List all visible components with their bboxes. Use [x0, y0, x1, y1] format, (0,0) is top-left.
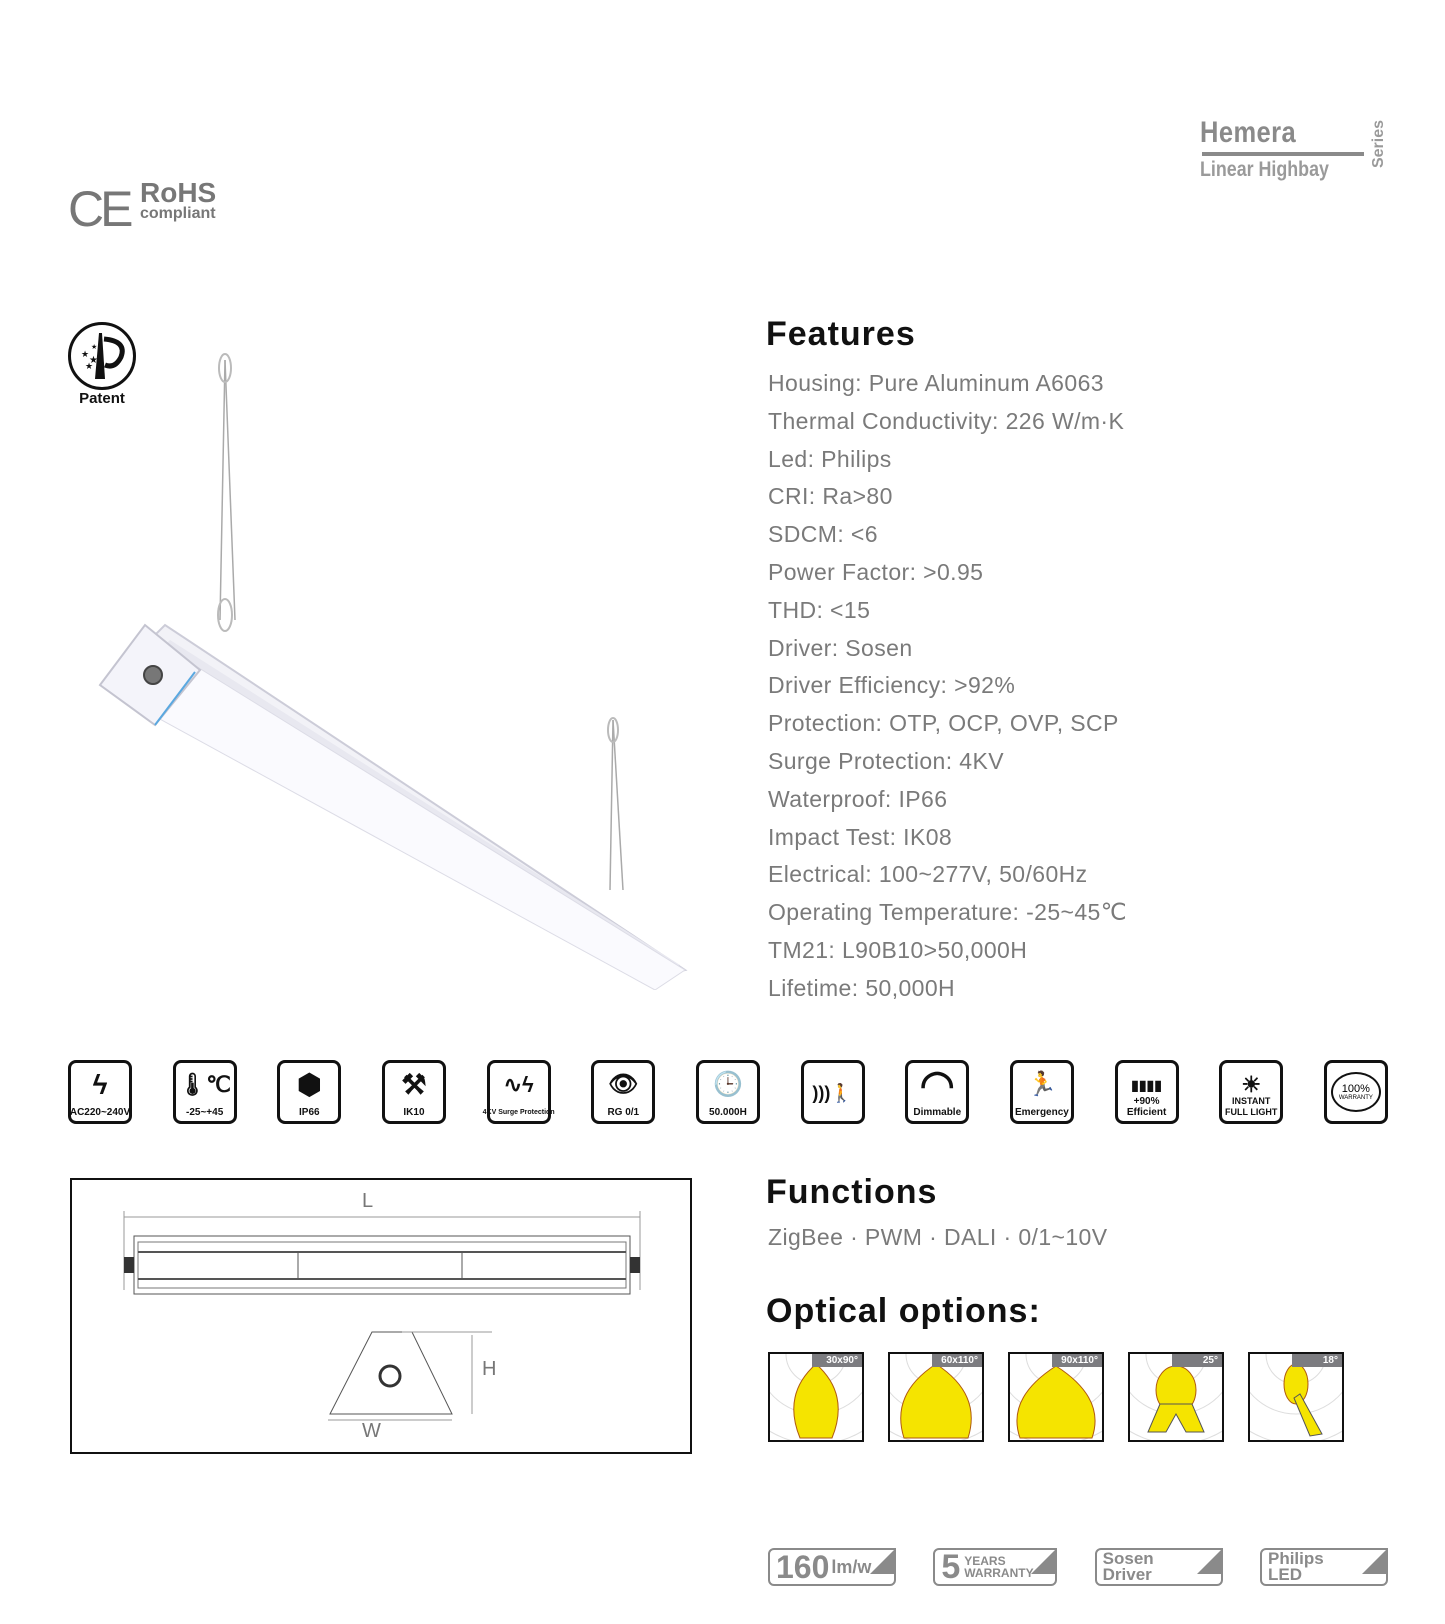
- beam-option: [1248, 1352, 1344, 1442]
- emergency-exit-icon: 🏃 Emergency: [1010, 1060, 1074, 1124]
- motion-sensor-icon: )))🚶: [801, 1060, 865, 1124]
- beam-angle-label: 60x110°: [932, 1354, 982, 1367]
- thermometer-icon: 🌡℃ -25~+45: [173, 1060, 237, 1124]
- optical-options: [768, 1352, 1344, 1442]
- beam-angle-label: 25°: [1172, 1354, 1222, 1367]
- feature-item: Thermal Conductivity: 226 W/m·K: [768, 407, 1125, 434]
- feature-item: Housing: Pure Aluminum A6063: [768, 370, 1104, 396]
- feature-item: Protection: OTP, OCP, OVP, SCP: [768, 710, 1119, 737]
- beam-option: [768, 1352, 864, 1442]
- dim-height-label: H: [482, 1358, 497, 1380]
- driver-badge: Sosen Driver: [1095, 1548, 1223, 1586]
- series-title: Hemera: [1200, 116, 1297, 149]
- series-label: Series: [1370, 120, 1387, 169]
- icon-caption: Dimmable: [913, 1107, 962, 1118]
- icon-caption: IP66: [299, 1107, 320, 1118]
- icon-caption: -25~+45: [186, 1107, 224, 1118]
- beam-option: [1008, 1352, 1104, 1442]
- feature-item: Led: Philips: [768, 445, 892, 472]
- eye-icon: 👁 RG 0/1: [591, 1060, 655, 1124]
- ce-mark-icon: CE: [68, 181, 130, 237]
- title-divider: [1202, 152, 1364, 156]
- feature-item: Waterproof: IP66: [768, 785, 948, 812]
- warranty-seal-icon: 100% WARRANTY: [1324, 1060, 1388, 1124]
- feature-item: Impact Test: IK08: [768, 823, 953, 850]
- feature-item: Lifetime: 50,000H: [768, 974, 956, 1001]
- icon-caption: Emergency: [1014, 1107, 1069, 1118]
- feature-item: CRI: Ra>80: [768, 483, 893, 510]
- svg-text:★: ★: [85, 361, 94, 371]
- dim-length-label: L: [362, 1190, 374, 1212]
- features-list: [768, 368, 1127, 1011]
- icon-caption: +90% Efficient: [1126, 1096, 1167, 1118]
- feature-item: Operating Temperature: -25~45℃: [768, 899, 1127, 926]
- waterproof-icon: ⬢ IP66: [277, 1060, 341, 1124]
- functions-list: ZigBee · PWM · DALI · 0/1~10V: [768, 1224, 1108, 1250]
- product-image: [95, 350, 695, 990]
- efficacy-badge: 160 lm/w: [768, 1548, 896, 1586]
- feature-item: Driver Efficiency: >92%: [768, 672, 1016, 699]
- dimension-drawing: [70, 1178, 692, 1454]
- optical-heading: Optical options:: [766, 1292, 1041, 1330]
- feature-item: Power Factor: >0.95: [768, 558, 984, 585]
- icon-caption: 50.000H: [709, 1107, 747, 1118]
- spec-badges: [768, 1548, 1388, 1586]
- icon-caption: IK10: [403, 1107, 425, 1118]
- clock-icon: 🕒 50.000H: [696, 1060, 760, 1124]
- functions-heading: Functions: [766, 1173, 938, 1211]
- icon-caption: 4KV Surge Protection: [482, 1109, 555, 1116]
- lightning-icon: ϟ AC220~240V: [68, 1060, 132, 1124]
- series-subtitle: Linear Highbay: [1200, 158, 1329, 181]
- rohs-badge: [140, 177, 217, 222]
- patent-label: Patent: [79, 390, 125, 407]
- beam-option: [888, 1352, 984, 1442]
- rohs-label: RoHS: [140, 177, 217, 208]
- feature-item: THD: <15: [768, 596, 871, 623]
- dim-width-label: W: [362, 1420, 381, 1442]
- led-badge: Philips LED: [1260, 1548, 1388, 1586]
- svg-text:★: ★: [81, 349, 90, 359]
- beam-option: [1128, 1352, 1224, 1442]
- icon-caption: INSTANT FULL LIGHT: [1225, 1096, 1278, 1117]
- svg-text:★: ★: [89, 355, 98, 366]
- surge-wave-icon: ∿ϟ 4KV Surge Protection: [487, 1060, 551, 1124]
- svg-text:★: ★: [91, 344, 98, 351]
- icon-caption: RG 0/1: [607, 1107, 640, 1118]
- feature-item: Surge Protection: 4KV: [768, 747, 1004, 774]
- feature-item: SDCM: <6: [768, 521, 878, 548]
- warranty-badge: 5 YEARS WARRANTY: [933, 1548, 1057, 1586]
- icon-caption: AC220~240V: [69, 1107, 131, 1118]
- technical-drawing: [72, 1180, 690, 1452]
- rohs-sub: compliant: [140, 205, 216, 222]
- instant-light-icon: ☀ INSTANT FULL LIGHT: [1219, 1060, 1283, 1124]
- feature-item: Electrical: 100~277V, 50/60Hz: [768, 861, 1088, 888]
- impact-hammer-icon: ⚒ IK10: [382, 1060, 446, 1124]
- battery-efficiency-icon: ▮▮▮▮ +90% Efficient: [1115, 1060, 1179, 1124]
- feature-item: TM21: L90B10>50,000H: [768, 936, 1028, 963]
- feature-icons-row: [68, 1060, 1388, 1124]
- beam-angle-label: 18°: [1292, 1354, 1342, 1367]
- feature-item: Driver: Sosen: [768, 634, 913, 661]
- beam-angle-label: 30x90°: [812, 1354, 862, 1367]
- features-heading: Features: [766, 315, 916, 353]
- beam-angle-label: 90x110°: [1052, 1354, 1102, 1367]
- dimmable-arc-icon: ◠ Dimmable: [905, 1060, 969, 1124]
